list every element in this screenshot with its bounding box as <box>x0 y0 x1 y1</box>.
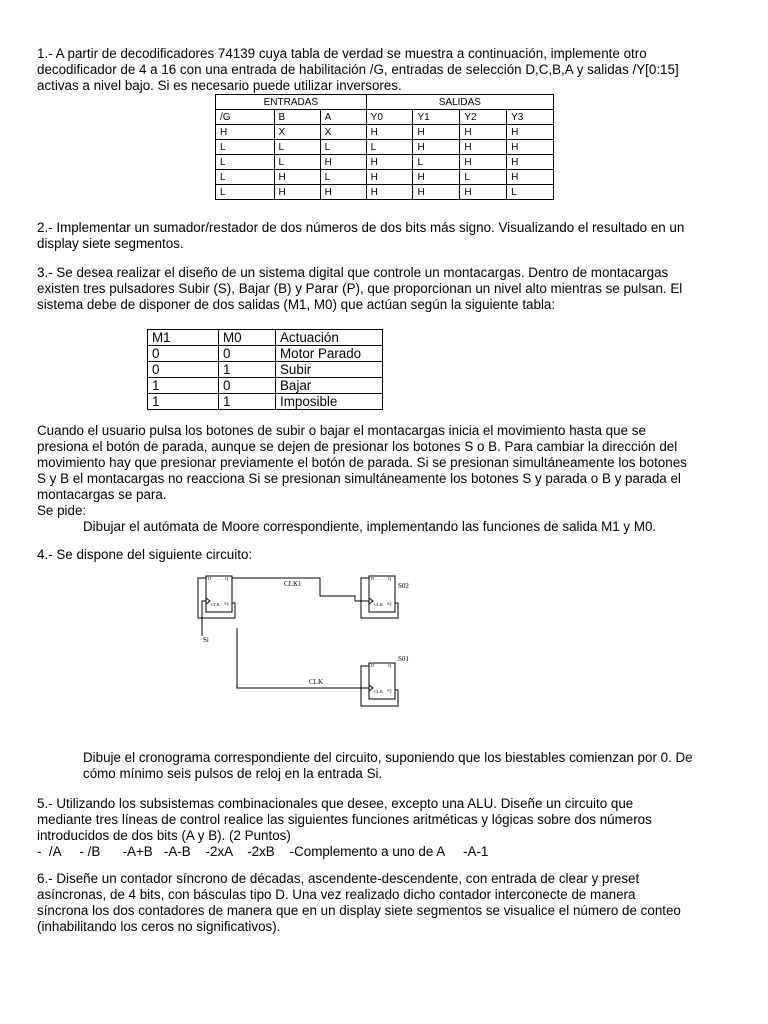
problem-2-line: display siete segmentos. <box>37 236 184 251</box>
column-header: A <box>320 110 366 125</box>
table-cell: 1 <box>219 394 276 410</box>
table-cell: H <box>460 155 507 170</box>
column-header: Y3 <box>507 110 554 125</box>
table-cell: L <box>216 185 275 200</box>
problem-3-task: Dibujar el autómata de Moore correspondiente, implementando las funciones de salida M1 y M0. <box>83 519 657 534</box>
truth-table-74139 <box>215 94 554 200</box>
table-cell: H <box>460 185 507 200</box>
ff1-clk-pin: CLK <box>211 602 220 607</box>
clk-label: CLK <box>309 678 323 686</box>
ff2-q-pin: Q <box>388 576 392 581</box>
ff2-d-pin: D <box>371 576 375 581</box>
salidas-header: SALIDAS <box>366 95 553 110</box>
ff3-q-pin: Q <box>388 663 392 668</box>
problem-6-line: 6.- Diseñe un contador síncrono de décadas, ascendente-descendente, con entrada de clear y preset <box>37 871 640 886</box>
wire-ff3-feedback <box>361 666 398 706</box>
table-cell: H <box>366 185 413 200</box>
table-cell: H <box>507 140 554 155</box>
problem-3-line: sistema debe de disponer de dos salidas (M1, M0) que actúan según la siguiente tabla: <box>37 297 556 312</box>
problem-3-description-line: montacargas se para. <box>37 487 167 502</box>
table-cell: 0 <box>219 378 276 394</box>
table-cell: H <box>320 185 366 200</box>
s01-label: S01 <box>398 655 409 663</box>
table-cell: H <box>413 170 460 185</box>
column-header: Y0 <box>366 110 413 125</box>
motor-table-header-row <box>148 330 383 346</box>
entradas-header: ENTRADAS <box>216 95 367 110</box>
problem-4-title <box>37 547 737 563</box>
problem-3-description-line: S y B el montacargas no reacciona Si se presionan simultáneamente los botones S y parada o B y parada el <box>37 471 681 486</box>
column-header: B <box>274 110 320 125</box>
table-cell: H <box>274 185 320 200</box>
table-row <box>216 155 554 170</box>
problem-4-text <box>37 750 768 782</box>
table-row <box>148 362 383 378</box>
truth-table-group-row <box>216 95 554 110</box>
problem-6-text <box>37 871 737 935</box>
table-cell: L <box>216 140 275 155</box>
problem-6-line: asíncronas, de 4 bits, con básculas tipo D. Una vez realizado dicho contador interconecte de manera <box>37 887 636 902</box>
flip-flop-circuit-diagram <box>190 568 440 720</box>
table-cell: 1 <box>219 362 276 378</box>
table-cell: 0 <box>219 346 276 362</box>
problem-4-line: cómo mínimo seis pulsos de reloj en la entrada Si. <box>83 766 383 781</box>
table-cell: L <box>320 140 366 155</box>
problem-6-line: síncrona los dos contadores de manera que en un display siete segmentos se visualice el número de conteo <box>37 903 681 918</box>
column-header: /G <box>216 110 275 125</box>
problem-1-line: activas a nivel bajo. Si es necesario puede utilizar inversores. <box>37 78 402 93</box>
problem-1-text <box>37 46 737 94</box>
problem-5-line: introducidos de dos bits (A y B). (2 Puntos) <box>37 828 291 843</box>
problem-3-description <box>37 423 737 535</box>
problem-4-line: Dibuje el cronograma correspondiente del circuito, suponiendo que los biestables comienzan por 0. De <box>83 750 693 765</box>
ff3-qn-pin: /Q <box>387 688 392 693</box>
problem-5-text <box>37 796 737 860</box>
ff2-qn-pin: /Q <box>387 601 392 606</box>
table-row <box>148 346 383 362</box>
problem-3-description-line: Cuando el usuario pulsa los botones de subir o bajar el montacargas inicia el movimiento hasta que se <box>37 423 646 438</box>
problem-4-title-line: 4.- Se dispone del siguiente circuito: <box>37 547 253 562</box>
problem-3-description-line: Se pide: <box>37 503 87 518</box>
table-row <box>216 170 554 185</box>
wire-clk <box>237 628 369 688</box>
problem-3-line: 3.- Se desea realizar el diseño de un sistema digital que controle un montacargas. Dentro de montacargas <box>37 265 669 280</box>
column-header: Y2 <box>460 110 507 125</box>
table-cell: H <box>366 125 413 140</box>
si-label: Si <box>203 636 209 644</box>
table-cell: X <box>320 125 366 140</box>
table-cell: H <box>507 170 554 185</box>
table-cell: H <box>460 140 507 155</box>
table-cell: H <box>507 155 554 170</box>
table-cell: 0 <box>148 346 219 362</box>
table-cell: H <box>413 140 460 155</box>
table-cell: H <box>320 155 366 170</box>
problem-5-line: 5.- Utilizando los subsistemas combinacionales que desee, excepto una ALU. Diseñe un circuito que <box>37 796 634 811</box>
problem-3-description-line: movimiento hay que presionar previamente el botón de parada. Si se presionan simultáneamente los botones <box>37 455 687 470</box>
table-cell: 0 <box>148 362 219 378</box>
ff1-d-pin: D <box>208 576 212 581</box>
table-row <box>216 185 554 200</box>
problem-3-text <box>37 265 737 313</box>
ff2-clk-pin: CLK <box>374 602 383 607</box>
table-cell: 1 <box>148 394 219 410</box>
table-cell: L <box>274 155 320 170</box>
problem-3-line: existen tres pulsadores Subir (S), Bajar (B) y Parar (P), que proporcionan un nivel alto mientras se pulsan. El <box>37 281 683 296</box>
table-cell: L <box>216 170 275 185</box>
table-cell: L <box>216 155 275 170</box>
ff1-q-pin: Q <box>225 576 229 581</box>
problem-1-line: decodificador de 4 a 16 con una entrada de habilitación /G, entradas de selección D,C,B,A y salidas /Y[0:15] <box>37 62 679 77</box>
s02-label: S02 <box>398 582 409 590</box>
column-header: Actuación <box>276 330 383 346</box>
table-cell: L <box>366 140 413 155</box>
table-cell: H <box>507 125 554 140</box>
table-cell: L <box>274 140 320 155</box>
table-cell: L <box>413 155 460 170</box>
table-cell: H <box>366 155 413 170</box>
column-header: Y1 <box>413 110 460 125</box>
problem-6-line: (inhabilitando los ceros no significativos). <box>37 919 281 934</box>
table-cell: H <box>366 170 413 185</box>
problem-3-description-line: presiona el botón de parada, aunque se dejen de presionar los botones S o B. Para cambiar la dirección del <box>37 439 678 454</box>
column-header: M0 <box>219 330 276 346</box>
column-header: M1 <box>148 330 219 346</box>
ff3-clk-pin: CLK <box>374 689 383 694</box>
problem-2-line: 2.- Implementar un sumador/restador de dos números de dos bits más signo. Visualizando el resultado en un <box>37 220 685 235</box>
ff3-d-pin: D <box>371 663 375 668</box>
table-row <box>216 125 554 140</box>
table-cell: Bajar <box>276 378 383 394</box>
table-cell: H <box>460 125 507 140</box>
table-cell: Motor Parado <box>276 346 383 362</box>
problem-5-line: mediante tres líneas de control realice las siguientes funciones aritméticas y lógicas sobre dos números <box>37 812 652 827</box>
truth-table-header-row <box>216 110 554 125</box>
table-cell: H <box>216 125 275 140</box>
ff1-qn-pin: /Q <box>224 601 229 606</box>
table-cell: H <box>413 185 460 200</box>
table-cell: X <box>274 125 320 140</box>
problem-1-line: 1.- A partir de decodificadores 74139 cuya tabla de verdad se muestra a continuación, implemente otro <box>37 46 647 61</box>
table-cell: Imposible <box>276 394 383 410</box>
table-row <box>148 378 383 394</box>
table-cell: Subir <box>276 362 383 378</box>
table-row <box>148 394 383 410</box>
clk1-label: CLK1 <box>284 580 302 588</box>
table-row <box>216 140 554 155</box>
table-cell: L <box>320 170 366 185</box>
table-cell: L <box>460 170 507 185</box>
table-cell: H <box>413 125 460 140</box>
motor-actuation-table <box>147 329 383 410</box>
table-cell: H <box>274 170 320 185</box>
table-cell: 1 <box>148 378 219 394</box>
table-cell: L <box>507 185 554 200</box>
problem-5-functions: - /A - /B -A+B -A-B -2xA -2xB -Complemento a uno de A -A-1 <box>37 844 489 859</box>
problem-2-text <box>37 220 737 252</box>
